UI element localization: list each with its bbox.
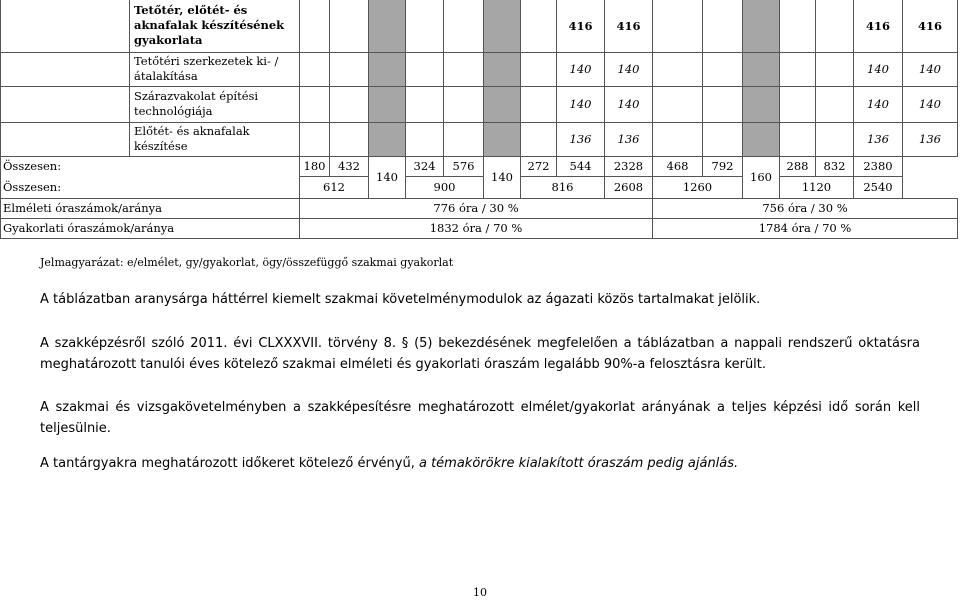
module-value: 140 [557, 52, 605, 86]
module-value: 140 [903, 86, 958, 122]
module-value: 136 [854, 122, 903, 156]
module-value: 416 [903, 0, 958, 52]
practice-label: Gyakorlati óraszámok/aránya [1, 218, 300, 238]
sum-row-1 [1, 156, 958, 176]
module-value: 416 [854, 0, 903, 52]
sum-value: 272 [521, 156, 557, 176]
sum-value: 468 [653, 156, 703, 176]
paragraph: A szakképzésről szóló 2011. évi CLXXXVII. törvény 8. § (5) bekezdésének megfelelően a táblázatban a nappali rendszerű oktatásra meghatározott tanulói éves kötelező szakmai elméleti és gyakorlati óraszám legalább 90%-a felosztásra került. [40, 336, 920, 372]
sum-label: Összesen: [1, 156, 300, 176]
sum-value: 2540 [854, 176, 903, 198]
module-name: Tetőtéri szerkezetek ki- / átalakítása [130, 52, 300, 86]
module-name: Szárazvakolat építési technológiája [130, 86, 300, 122]
sum-value: 900 [406, 176, 484, 198]
paragraph [40, 453, 920, 474]
sum-value: 612 [300, 176, 369, 198]
sum-value: 1260 [653, 176, 743, 198]
sum-value: 288 [780, 156, 816, 176]
module-value: 136 [903, 122, 958, 156]
sum-value: 792 [703, 156, 743, 176]
theory-label: Elméleti óraszámok/aránya [1, 198, 300, 218]
sum-value: 2328 [605, 156, 653, 176]
sum-value: 816 [521, 176, 605, 198]
module-value: 140 [557, 86, 605, 122]
sum-value: 180 [300, 156, 330, 176]
module-value: 140 [605, 52, 653, 86]
curriculum-table [0, 0, 958, 239]
theory-row [1, 198, 958, 218]
page-number: 10 [473, 586, 487, 599]
paragraph-italic: a témakörökre kialakított óraszám pedig ajánlás. [418, 456, 739, 471]
merged-value: 140 [484, 156, 521, 198]
sum-row-2 [1, 176, 958, 198]
paragraph: A táblázatban aranysárga háttérrel kiemelt szakmai követelménymodulok az ágazati közös tartalmakat jelölik. [40, 292, 761, 307]
module-value: 136 [605, 122, 653, 156]
sum-value: 324 [406, 156, 444, 176]
sum-value: 432 [330, 156, 369, 176]
module-row [1, 122, 958, 156]
module-name: Tetőtér, előtét- és aknafalak készítésének gyakorlata [130, 0, 300, 52]
module-value: 140 [854, 52, 903, 86]
module-row [1, 0, 958, 52]
practice-ratio: 1784 óra / 70 % [653, 218, 958, 238]
practice-row [1, 218, 958, 238]
legend-text: Jelmagyarázat: e/elmélet, gy/gyakorlat, ögy/összefüggő szakmai gyakorlat [40, 256, 454, 269]
module-value: 416 [605, 0, 653, 52]
module-value: 416 [557, 0, 605, 52]
theory-ratio: 756 óra / 30 % [653, 198, 958, 218]
module-value: 140 [605, 86, 653, 122]
module-name: Előtét- és aknafalak készítése [130, 122, 300, 156]
practice-ratio: 1832 óra / 70 % [300, 218, 653, 238]
sum-label: Összesen: [1, 176, 300, 198]
sum-value: 2380 [854, 156, 903, 176]
module-value: 136 [557, 122, 605, 156]
sum-value: 832 [816, 156, 854, 176]
module-row [1, 86, 958, 122]
theory-ratio: 776 óra / 30 % [300, 198, 653, 218]
merged-value: 140 [369, 156, 406, 198]
sum-value: 544 [557, 156, 605, 176]
module-value: 140 [903, 52, 958, 86]
sum-value: 1120 [780, 176, 854, 198]
sum-value: 2608 [605, 176, 653, 198]
merged-value: 160 [743, 156, 780, 198]
module-value: 140 [854, 86, 903, 122]
paragraph-normal: A tantárgyakra meghatározott időkeret kötelező érvényű, [40, 456, 419, 471]
sum-value: 576 [444, 156, 484, 176]
paragraph: A szakmai és vizsgakövetelményben a szakképesítésre meghatározott elmélet/gyakorlat arányának a teljes képzési idő során kell teljesülnie. [40, 400, 920, 436]
module-row [1, 52, 958, 86]
